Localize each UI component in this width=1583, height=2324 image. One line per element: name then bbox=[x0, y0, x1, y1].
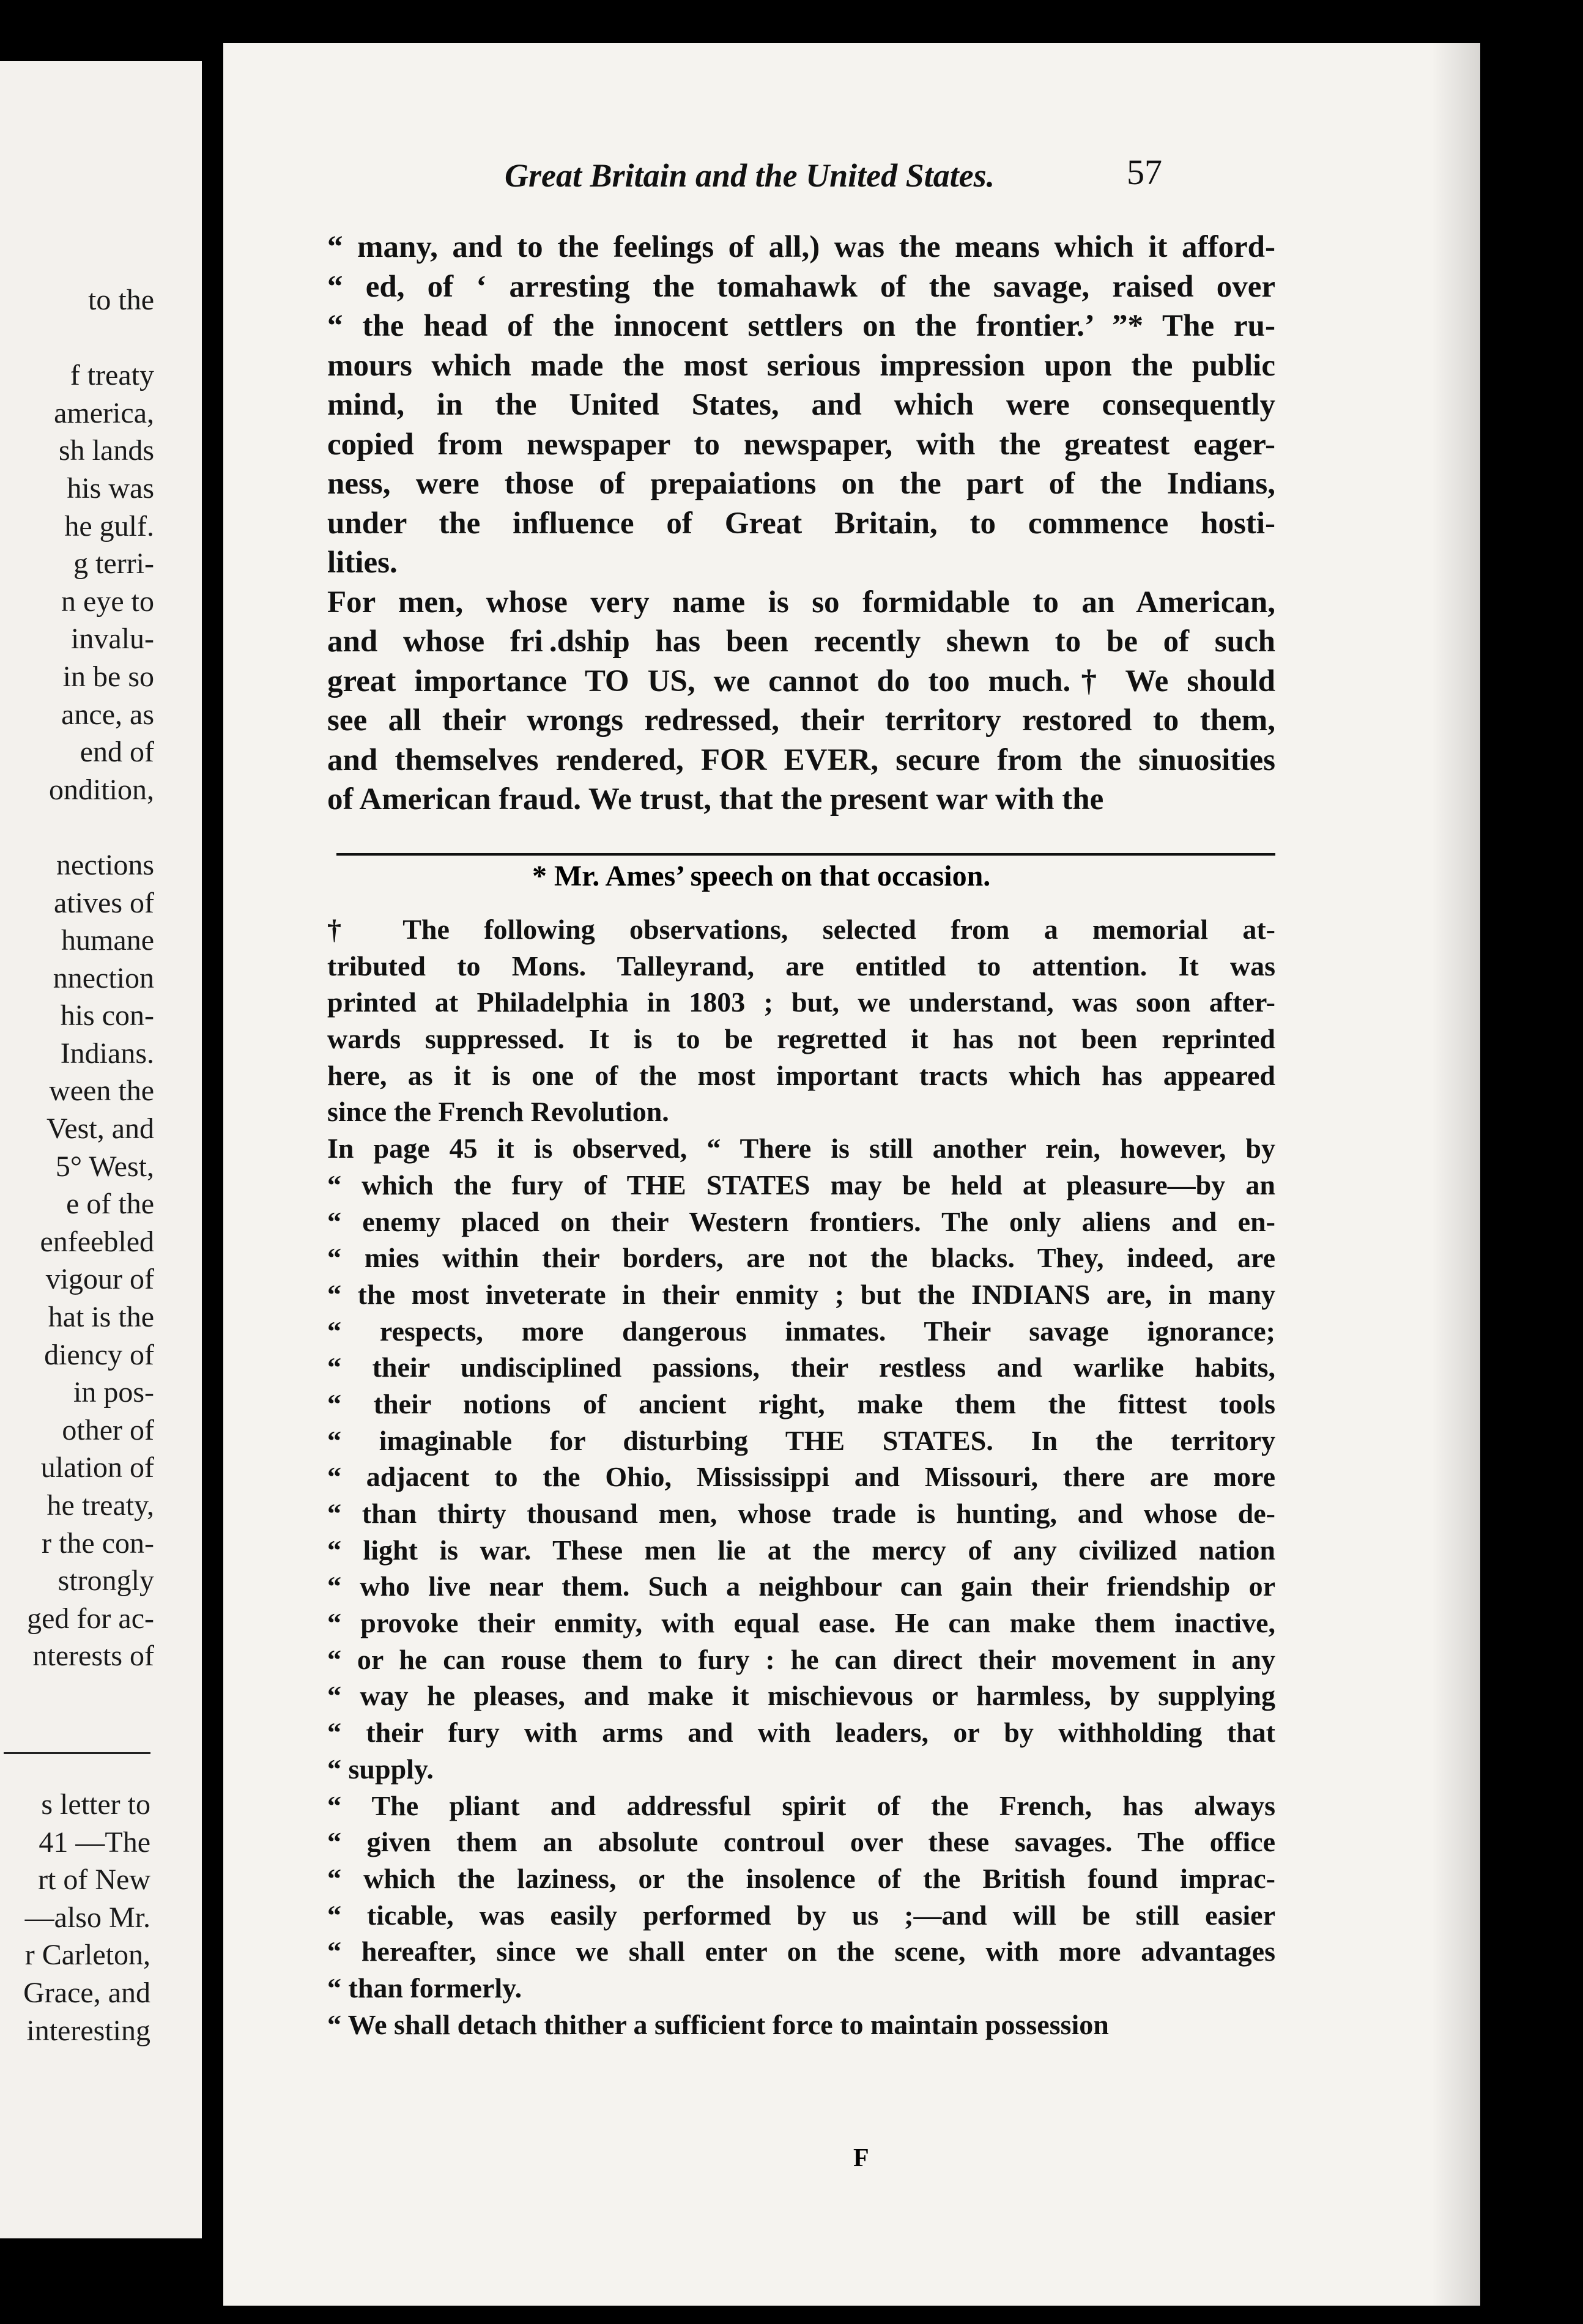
text-line: “ their notions of ancient right, make them the fittest tools bbox=[327, 1388, 1275, 1419]
text-line: since the French Revolution. bbox=[327, 1096, 669, 1128]
text-line: and whose fri .dship has been recently shewn to be of such bbox=[327, 624, 1275, 659]
footnote-rule bbox=[336, 853, 1275, 856]
text-line: e of the bbox=[66, 1188, 154, 1221]
text-line: “ their fury with arms and with leaders, or by withholding that bbox=[327, 1717, 1275, 1749]
text-line: great importance TO US, we cannot do too much.† We should bbox=[327, 664, 1275, 698]
text-line: he gulf. bbox=[64, 509, 154, 542]
text-line: lities. bbox=[327, 546, 398, 580]
text-line: “ respects, more dangerous inmates. Their savage ignorance; bbox=[327, 1315, 1275, 1347]
text-line: g terri- bbox=[73, 547, 154, 580]
text-line: mind, in the United States, and which were consequently bbox=[327, 388, 1275, 422]
text-line: “ imaginable for disturbing THE STATES. In the territory bbox=[327, 1424, 1275, 1456]
text-line: see all their wrongs redressed, their territory restored to them, bbox=[327, 703, 1275, 738]
text-line bbox=[0, 319, 154, 357]
text-line: “ or he can rouse them to fury : he can direct their movement in any bbox=[327, 1643, 1275, 1675]
text-line: sh lands bbox=[59, 434, 154, 467]
text-line: “ which the fury of THE STATES may be held at pleasure—by an bbox=[327, 1169, 1275, 1201]
text-line: “ ed, of ‘ arresting the tomahawk of the savage, raised over bbox=[327, 269, 1275, 304]
text-line: other of bbox=[62, 1413, 154, 1446]
text-line: ged for ac- bbox=[27, 1602, 154, 1635]
text-line: his con- bbox=[60, 999, 154, 1032]
text-line: of American fraud. We trust, that the present war with the bbox=[327, 782, 1104, 816]
text-line: “ their undisciplined passions, their restless and warlike habits, bbox=[327, 1352, 1275, 1383]
text-line: “ The pliant and addressful spirit of the French, has always bbox=[327, 1789, 1275, 1821]
text-line: ween the bbox=[49, 1075, 154, 1108]
text-line: tributed to Mons. Talleyrand, are entitled to attention. It was bbox=[327, 950, 1275, 982]
text-line: “ enemy placed on their Western frontiers. The only aliens and en- bbox=[327, 1205, 1275, 1237]
text-line: 5° West, bbox=[55, 1150, 154, 1183]
text-line: n eye to bbox=[61, 585, 154, 618]
text-line: in pos- bbox=[73, 1376, 154, 1409]
text-line: “ supply. bbox=[327, 1753, 434, 1785]
text-line: atives of bbox=[54, 886, 154, 919]
text-line: hat is the bbox=[48, 1301, 154, 1334]
text-line: ondition, bbox=[48, 773, 154, 806]
signature-mark: F bbox=[853, 2144, 869, 2172]
page-edge-shadow bbox=[1431, 43, 1480, 2306]
left-footnote-rule bbox=[4, 1752, 150, 1754]
text-line: † The following observations, selected from a memorial at- bbox=[327, 914, 1275, 945]
text-line: “ hereafter, since we shall enter on the scene, with more advantages bbox=[327, 1936, 1275, 1967]
text-line: Vest, and bbox=[46, 1112, 154, 1145]
text-line: printed at Philadelphia in 1803 ; but, we understand, was soon after- bbox=[327, 986, 1275, 1018]
text-line: wards suppressed. It is to be regretted it has not been reprinted bbox=[327, 1023, 1275, 1055]
text-line: he treaty, bbox=[46, 1489, 154, 1522]
text-line: Indians. bbox=[60, 1037, 154, 1070]
text-line: nnection bbox=[53, 961, 154, 994]
text-line: “ adjacent to the Ohio, Mississippi and Missouri, there are more bbox=[327, 1461, 1275, 1493]
page-header bbox=[287, 152, 1229, 207]
text-line: “ the most inveterate in their enmity ; but the INDIANS are, in many bbox=[327, 1278, 1275, 1310]
text-line: “ ticable, was easily performed by us ;—and will be still easier bbox=[327, 1899, 1275, 1931]
text-line: “ many, and to the feelings of all,) was the means which it afford- bbox=[327, 230, 1275, 264]
text-line: For men, whose very name is so formidable to an American, bbox=[327, 585, 1275, 620]
text-line: f treaty bbox=[70, 359, 154, 392]
body-text bbox=[327, 228, 1275, 820]
text-line: “ than formerly. bbox=[327, 1972, 522, 2004]
text-line: vigour of bbox=[45, 1263, 154, 1296]
running-head: Great Britain and the United States. bbox=[505, 157, 995, 194]
text-line: —also Mr. bbox=[24, 1901, 150, 1934]
footnote-star: * Mr. Ames’ speech on that occasion. bbox=[532, 860, 991, 892]
text-line: mours which made the most serious impression upon the public bbox=[327, 348, 1275, 383]
text-line: ulation of bbox=[40, 1451, 154, 1484]
text-line: Grace, and bbox=[23, 1976, 150, 2009]
text-line: strongly bbox=[57, 1564, 154, 1597]
text-line: rt of New bbox=[38, 1863, 150, 1897]
left-page bbox=[0, 61, 202, 2238]
footnote-text bbox=[327, 911, 1275, 2043]
text-line: end of bbox=[80, 736, 154, 769]
page-number: 57 bbox=[1127, 152, 1162, 192]
text-line bbox=[0, 809, 154, 846]
text-line: “ which the laziness, or the insolence of the British found imprac- bbox=[327, 1862, 1275, 1894]
text-line: “ way he pleases, and make it mischievous or harmless, by supplying bbox=[327, 1680, 1275, 1712]
text-line: his was bbox=[67, 472, 154, 505]
text-line: “ than thirty thousand men, whose trade is hunting, and whose de- bbox=[327, 1498, 1275, 1529]
text-line: invalu- bbox=[71, 623, 154, 656]
text-line: s letter to bbox=[41, 1788, 150, 1821]
text-line: “ given them an absolute controul over these savages. The office bbox=[327, 1826, 1275, 1858]
text-line: in be so bbox=[62, 660, 154, 693]
text-line: In page 45 it is observed, “ There is still another rein, however, by bbox=[327, 1133, 1275, 1164]
text-line: enfeebled bbox=[40, 1225, 154, 1258]
text-line: 41 —The bbox=[39, 1826, 150, 1859]
text-line: copied from newspaper to newspaper, with the greatest eager- bbox=[327, 427, 1275, 462]
left-page-text bbox=[0, 281, 154, 1675]
text-line: r Carleton, bbox=[24, 1939, 150, 1972]
left-page-notes bbox=[0, 1786, 150, 2049]
text-line: under the influence of Great Britain, to commence hosti- bbox=[327, 506, 1275, 541]
book-gutter bbox=[202, 0, 226, 2324]
text-line: “ We shall detach thither a sufficient force to maintain possession bbox=[327, 2008, 1109, 2040]
text-line: “ provoke their enmity, with equal ease. He can make them inactive, bbox=[327, 1607, 1275, 1639]
text-line: “ the head of the innocent settlers on the frontier.’ ”* The ru- bbox=[327, 309, 1275, 343]
text-line: “ mies within their borders, are not the blacks. They, indeed, are bbox=[327, 1242, 1275, 1274]
text-line: nections bbox=[56, 848, 154, 881]
text-line: ness, were those of prepaiations on the part of the Indians, bbox=[327, 467, 1275, 501]
text-line: diency of bbox=[44, 1338, 154, 1371]
text-line: here, as it is one of the most important tracts which has appeared bbox=[327, 1059, 1275, 1091]
text-line: america, bbox=[54, 396, 154, 429]
text-line: humane bbox=[61, 924, 154, 957]
text-line: ance, as bbox=[61, 698, 154, 731]
text-line: r the con- bbox=[42, 1527, 154, 1560]
text-line: “ who live near them. Such a neighbour can gain their friendship or bbox=[327, 1571, 1275, 1602]
text-line: “ light is war. These men lie at the mercy of any civilized nation bbox=[327, 1534, 1275, 1566]
text-line: interesting bbox=[26, 2014, 150, 2047]
text-line: and themselves rendered, FOR EVER, secure from the sinuosities bbox=[327, 742, 1275, 777]
text-line: to the bbox=[88, 284, 154, 316]
text-line: nterests of bbox=[32, 1640, 154, 1673]
